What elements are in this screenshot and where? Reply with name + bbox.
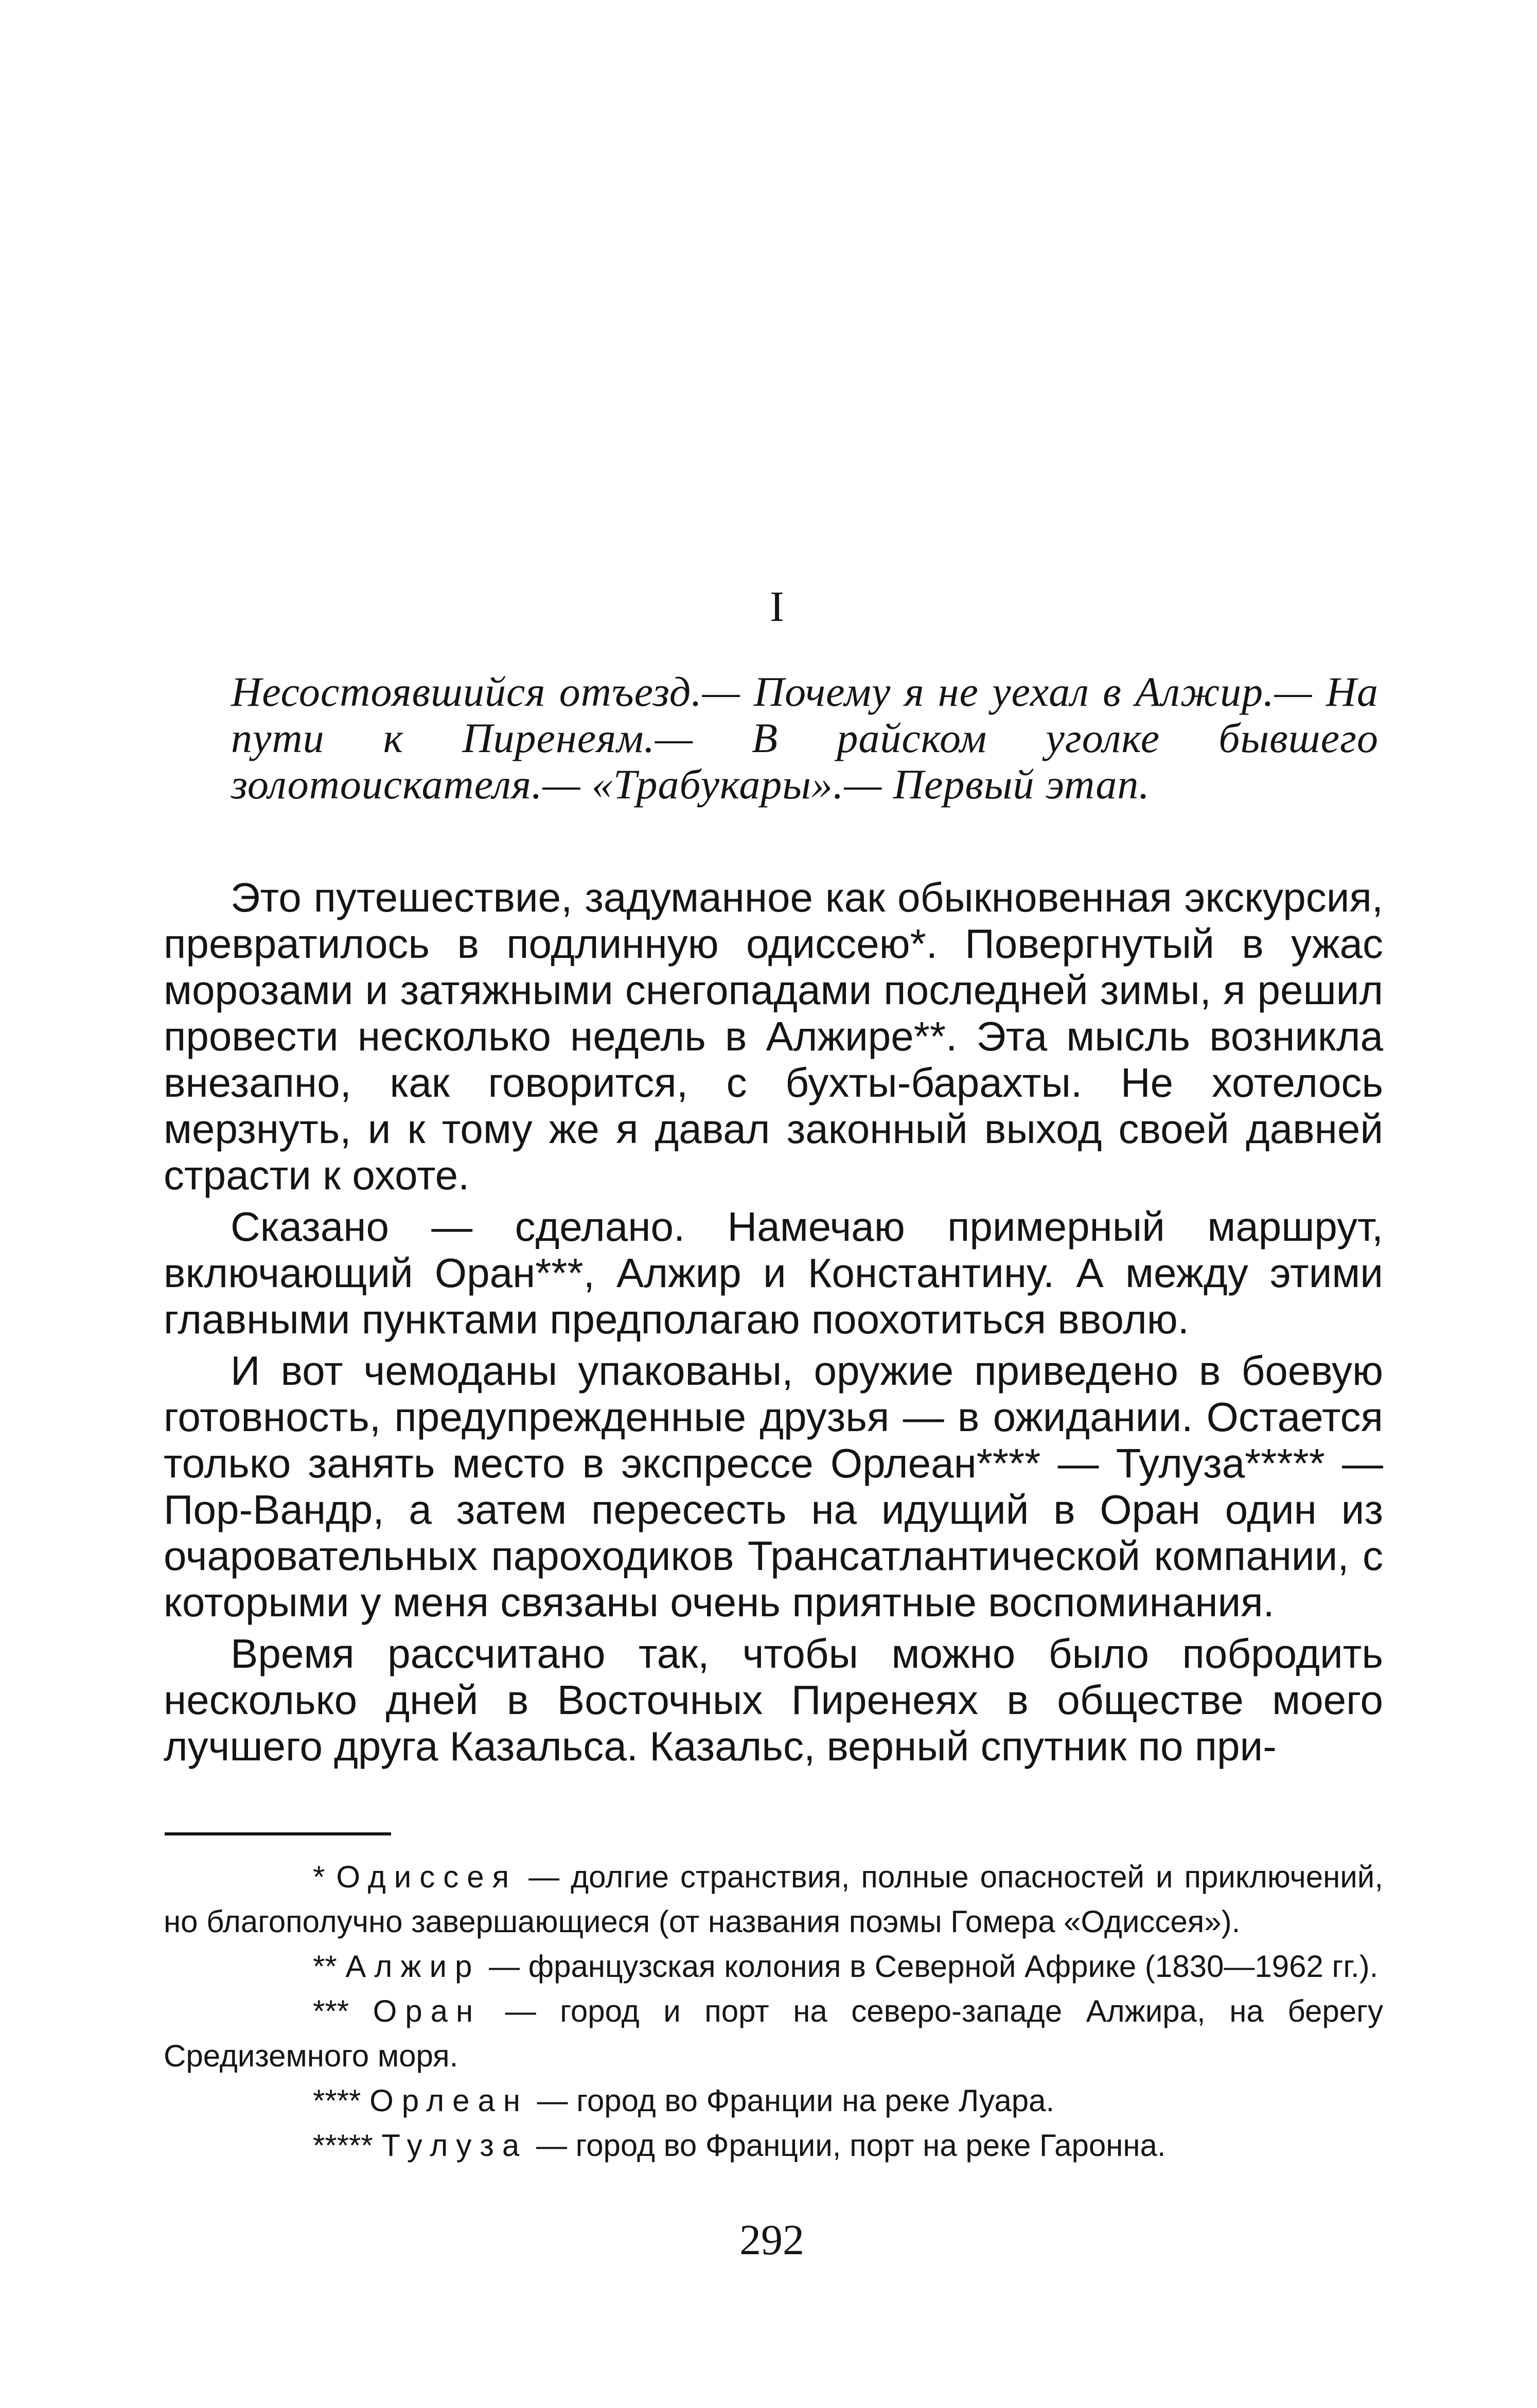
main-text [164,875,1383,1775]
paragraph: Время рассчитано так, чтобы можно было побродить несколько дней в Восточных Пиренеях в обществе моего лучшего друга Казальса. Казальс, верный спутник по при- [164,1631,1383,1769]
footnote-marker: **** [313,2083,361,2118]
footnote [164,2123,1383,2168]
footnote-text: — город и порт на северо-западе Алжира, на берегу Средиземного моря. [164,1994,1384,2073]
footnote-marker: *** [313,1994,349,2028]
footnote-marker: ***** [313,2128,373,2163]
footnote-text: — французская колония в Северной Африке (1830—1962 гг.). [480,1949,1379,1984]
paragraph: И вот чемоданы упакованы, оружие приведено в боевую готовность, предупрежденные друзья — в ожидании. Остается только занять место в экспрессе Орлеан**** — Тулуза***** — Пор-Вандр, а затем пересесть на идущий в Оран один из очаровательных пароходиков Трансатлантической компании, с которыми у меня связаны очень приятные воспоминания. [164,1348,1383,1625]
footnote-divider [165,1832,391,1835]
chapter-summary: Несостоявшийся отъезд.— Почему я не уехал в Алжир.— На пути к Пиренеям.— В райском уголке бывшего золотоискателя.— «Трабукары».— Первый этап. [231,668,1379,808]
footnote-text: — долгие странствия, полные опасностей и приключений, но благополучно завершающиеся (от названия поэмы Гомера «Одиссея»). [164,1860,1383,1939]
footnote [164,1989,1383,2078]
chapter-number: I [770,583,784,631]
footnote-text: — город во Франции на реке Луара. [528,2083,1055,2118]
footnote-term: Оран [373,1994,482,2028]
footnote-term: Одиссея [336,1860,518,1894]
page-number: 292 [739,2216,804,2264]
footnote-marker: ** [313,1949,337,1984]
footnote-text: — город во Франции, порт на реке Гаронна. [527,2128,1166,2163]
paragraph: Сказано — сделано. Намечаю примерный маршрут, включающий Оран***, Алжир и Константину. А между этими главными пунктами предполагаю поохотиться вволю. [164,1204,1383,1342]
footnotes [164,1854,1383,2168]
footnote [164,1944,1383,1989]
footnote [164,1854,1383,1944]
footnote-term: Орлеан [369,2083,528,2118]
paragraph: Это путешествие, задуманное как обыкновенная экскурсия, превратилось в подлинную одиссею*. Повергнутый в ужас морозами и затяжными снегопадами последней зимы, я решил провести несколько недель в Алжире**. Эта мысль возникла внезапно, как говорится, с бухты-барахты. Не хотелось мерзнуть, и к тому же я давал законный выход своей давней страсти к охоте. [164,875,1383,1198]
footnote-marker: * [313,1860,325,1894]
footnote [164,2078,1383,2123]
footnote-term: Алжир [345,1949,481,1984]
footnote-term: Тулуза [381,2128,528,2163]
